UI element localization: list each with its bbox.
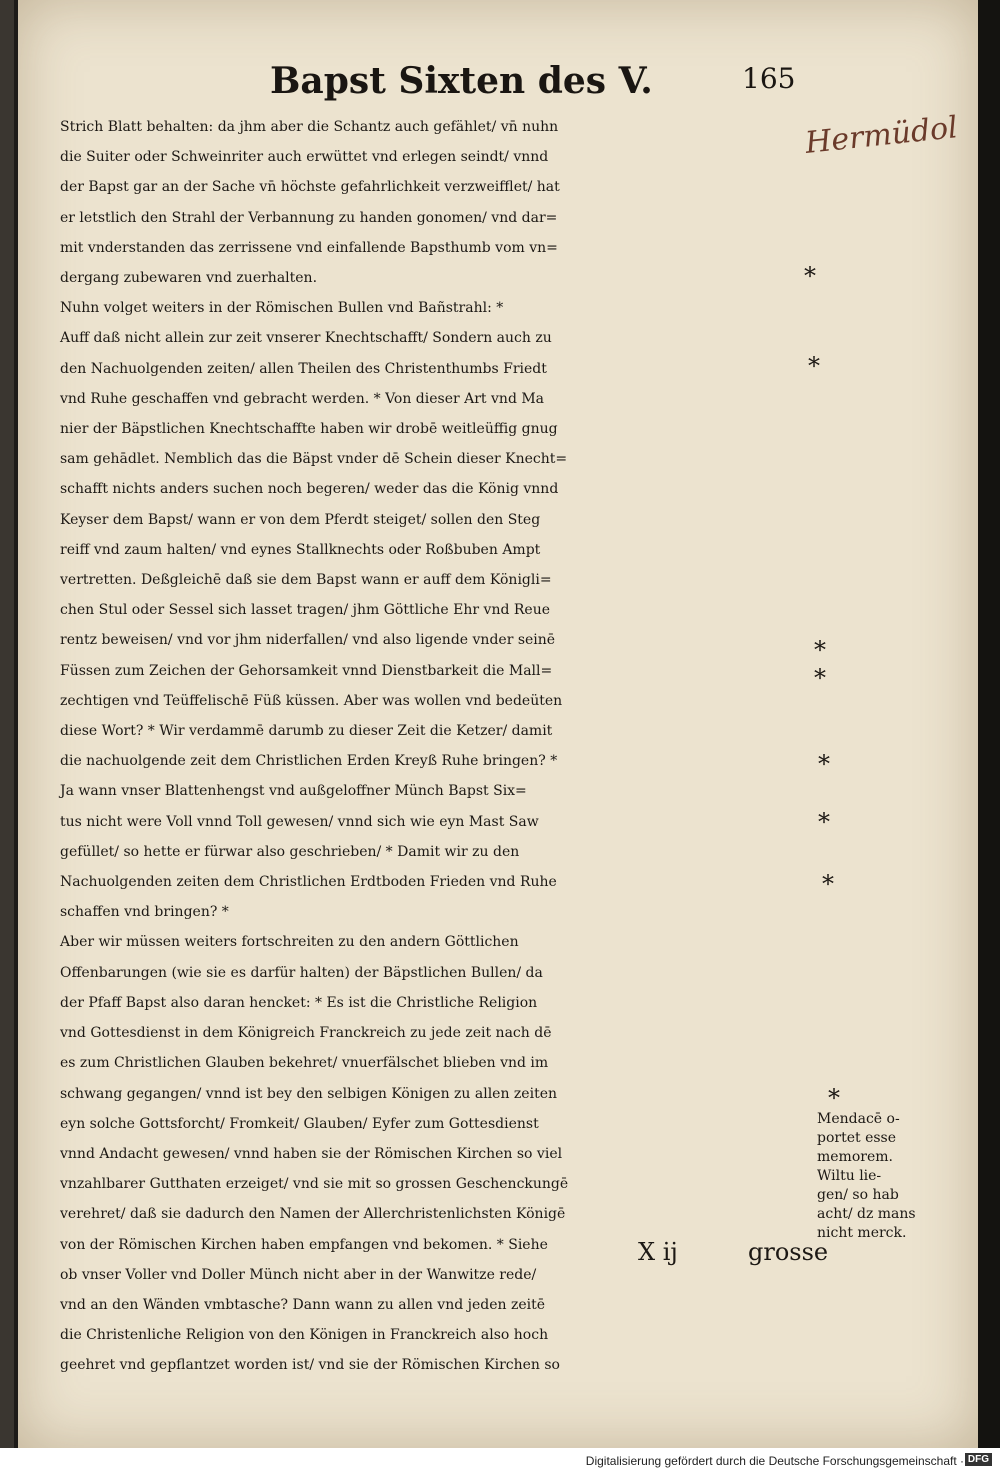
text-line: Keyser dem Bapst/ wann er von dem Pferdt steiget/ sollen den Steg	[60, 511, 541, 528]
text-line: von der Römischen Kirchen haben empfangen vnd bekomen. * Siehe	[60, 1236, 548, 1253]
text-line: tus nicht were Voll vnnd Toll gewesen/ vnnd sich wie eyn Mast Saw	[60, 813, 539, 830]
text-line: diese Wort? * Wir verdammē darumb zu dieser Zeit die Ketzer/ damit	[60, 723, 553, 740]
side-note-line: acht/ dz mans	[817, 1206, 916, 1222]
text-line: Nuhn volget weiters in der Römischen Bullen vnd Bañstrahl: *	[60, 300, 504, 317]
text-line: schwang gegangen/ vnnd ist bey den selbigen Königen zu allen zeiten	[60, 1085, 557, 1102]
text-line: verehret/ daß sie dadurch den Namen der Allerchristenlichsten Königē	[60, 1206, 566, 1223]
text-line: der Pfaff Bapst also daran hencket: * Es ist die Christliche Religion	[60, 994, 538, 1011]
margin-asterisk: *	[822, 870, 834, 898]
text-line: Füssen zum Zeichen der Gehorsamkeit vnnd Dienstbarkeit die Mall=	[60, 662, 553, 679]
margin-asterisk: *	[814, 664, 826, 692]
text-line: vnzahlbarer Gutthaten erzeiget/ vnd sie mit so grossen Geschenckungē	[60, 1176, 569, 1193]
text-line: sam gehādlet. Nemblich das die Bäpst vnder dē Schein dieser Knecht=	[60, 451, 568, 468]
text-line: ob vnser Voller vnd Doller Münch nicht aber in der Wanwitze rede/	[60, 1266, 537, 1283]
body-text	[60, 112, 810, 1381]
page-edge-shadow	[978, 0, 1000, 1448]
text-line: die Christenliche Religion von den Königen in Franckreich also hoch	[60, 1327, 549, 1344]
side-note-line: memorem.	[817, 1149, 893, 1165]
text-line: vnnd Andacht gewesen/ vnnd haben sie der Römischen Kirchen so viel	[60, 1145, 563, 1162]
text-line: es zum Christlichen Glauben bekehret/ vnuerfälschet blieben vnd im	[60, 1055, 549, 1072]
side-note-line: gen/ so hab	[817, 1187, 899, 1203]
side-note-line: Wiltu lie-	[817, 1168, 882, 1184]
side-note	[817, 1110, 922, 1243]
footer-credit: Digitalisierung gefördert durch die Deutsche Forschungsgemeinschaft ·	[585, 1454, 964, 1468]
margin-asterisk: *	[804, 262, 816, 290]
text-line: chen Stul oder Sessel sich lasset tragen/ jhm Göttliche Ehr vnd Reue	[60, 602, 551, 619]
margin-asterisk: *	[814, 636, 826, 664]
side-note-line: portet esse	[817, 1130, 897, 1146]
handwritten-margin-note: Hermüdol	[803, 110, 960, 161]
text-line: gefüllet/ so hette er fürwar also geschrieben/ * Damit wir zu den	[60, 843, 520, 860]
text-line: Strich Blatt behalten: da jhm aber die Schantz auch gefählet/ vn̄ nuhn	[60, 119, 559, 135]
text-line: vnd Gottesdienst in dem Königreich Franckreich zu jede zeit nach dē	[60, 1025, 552, 1042]
text-line: schaffen vnd bringen? *	[60, 904, 229, 921]
text-line: reiff vnd zaum halten/ vnd eynes Stallknechts oder Roßbuben Ampt	[60, 541, 541, 558]
text-line: vertretten. Deßgleichē daß sie dem Bapst wann er auff dem Königli=	[60, 572, 552, 589]
dfg-logo: DFG	[965, 1453, 992, 1466]
text-line: er letstlich den Strahl der Verbannung zu handen gonomen/ vnd dar=	[60, 209, 558, 226]
text-line: den Nachuolgenden zeiten/ allen Theilen des Christenthumbs Friedt	[60, 360, 547, 377]
text-line: geehret vnd gepflantzet worden ist/ vnd sie der Römischen Kirchen so	[60, 1357, 560, 1374]
text-line: rentz beweisen/ vnd vor jhm niderfallen/ vnd also ligende vnder seinē	[60, 632, 556, 649]
book-spine	[0, 0, 14, 1448]
margin-asterisk: *	[828, 1084, 840, 1112]
text-line: Offenbarungen (wie sie es darfür halten) der Bäpstlichen Bullen/ da	[60, 964, 543, 981]
text-line: Aber wir müssen weiters fortschreiten zu den andern Göttlichen	[60, 934, 519, 951]
folio-number: 165	[742, 62, 796, 95]
text-line: schafft nichts anders suchen noch begeren/ weder das die König vnnd	[60, 481, 559, 498]
text-line: vnd an den Wänden vmbtasche? Dann wann zu allen vnd jeden zeitē	[60, 1296, 546, 1313]
text-line: zechtigen vnd Teüffelischē Füß küssen. Aber was wollen vnd bedeüten	[60, 692, 563, 709]
text-line: dergang zubewaren vnd zuerhalten.	[60, 270, 318, 287]
text-line: Ja wann vnser Blattenhengst vnd außgeloffner Münch Bapst Six=	[60, 783, 527, 800]
margin-asterisk: *	[808, 352, 820, 380]
text-line: Nachuolgenden zeiten dem Christlichen Erdtboden Frieden vnd Ruhe	[60, 874, 557, 891]
text-line: Auff daß nicht allein zur zeit vnserer Knechtschafft/ Sondern auch zu	[60, 330, 552, 347]
signature-mark: X ij	[638, 1238, 678, 1266]
side-note-line: nicht merck.	[817, 1225, 907, 1241]
text-line: die nachuolgende zeit dem Christlichen Erden Kreyß Ruhe bringen? *	[60, 753, 558, 770]
catchword: grosse	[748, 1238, 829, 1266]
text-line: vnd Ruhe geschaffen vnd gebracht werden. * Von dieser Art vnd Ma	[60, 390, 545, 407]
running-header: Bapst Sixten des V.	[270, 60, 653, 102]
text-line: eyn solche Gottsforcht/ Fromkeit/ Glauben/ Eyfer zum Gottesdienst	[60, 1115, 539, 1132]
margin-asterisk: *	[818, 750, 830, 778]
footer-bar	[0, 1448, 1000, 1475]
text-line: die Suiter oder Schweinriter auch erwüttet vnd erlegen seindt/ vnnd	[60, 149, 549, 166]
margin-asterisk: *	[818, 808, 830, 836]
text-line: nier der Bäpstlichen Knechtschaffte haben wir drobē weitleüffig gnug	[60, 421, 558, 438]
text-line: mit vnderstanden das zerrissene vnd einfallende Bapsthumb vom vn=	[60, 239, 558, 256]
side-note-line: Mendacē o-	[817, 1111, 900, 1127]
text-line: der Bapst gar an der Sache vn̄ höchste gefahrlichkeit verzweifflet/ hat	[60, 179, 560, 196]
